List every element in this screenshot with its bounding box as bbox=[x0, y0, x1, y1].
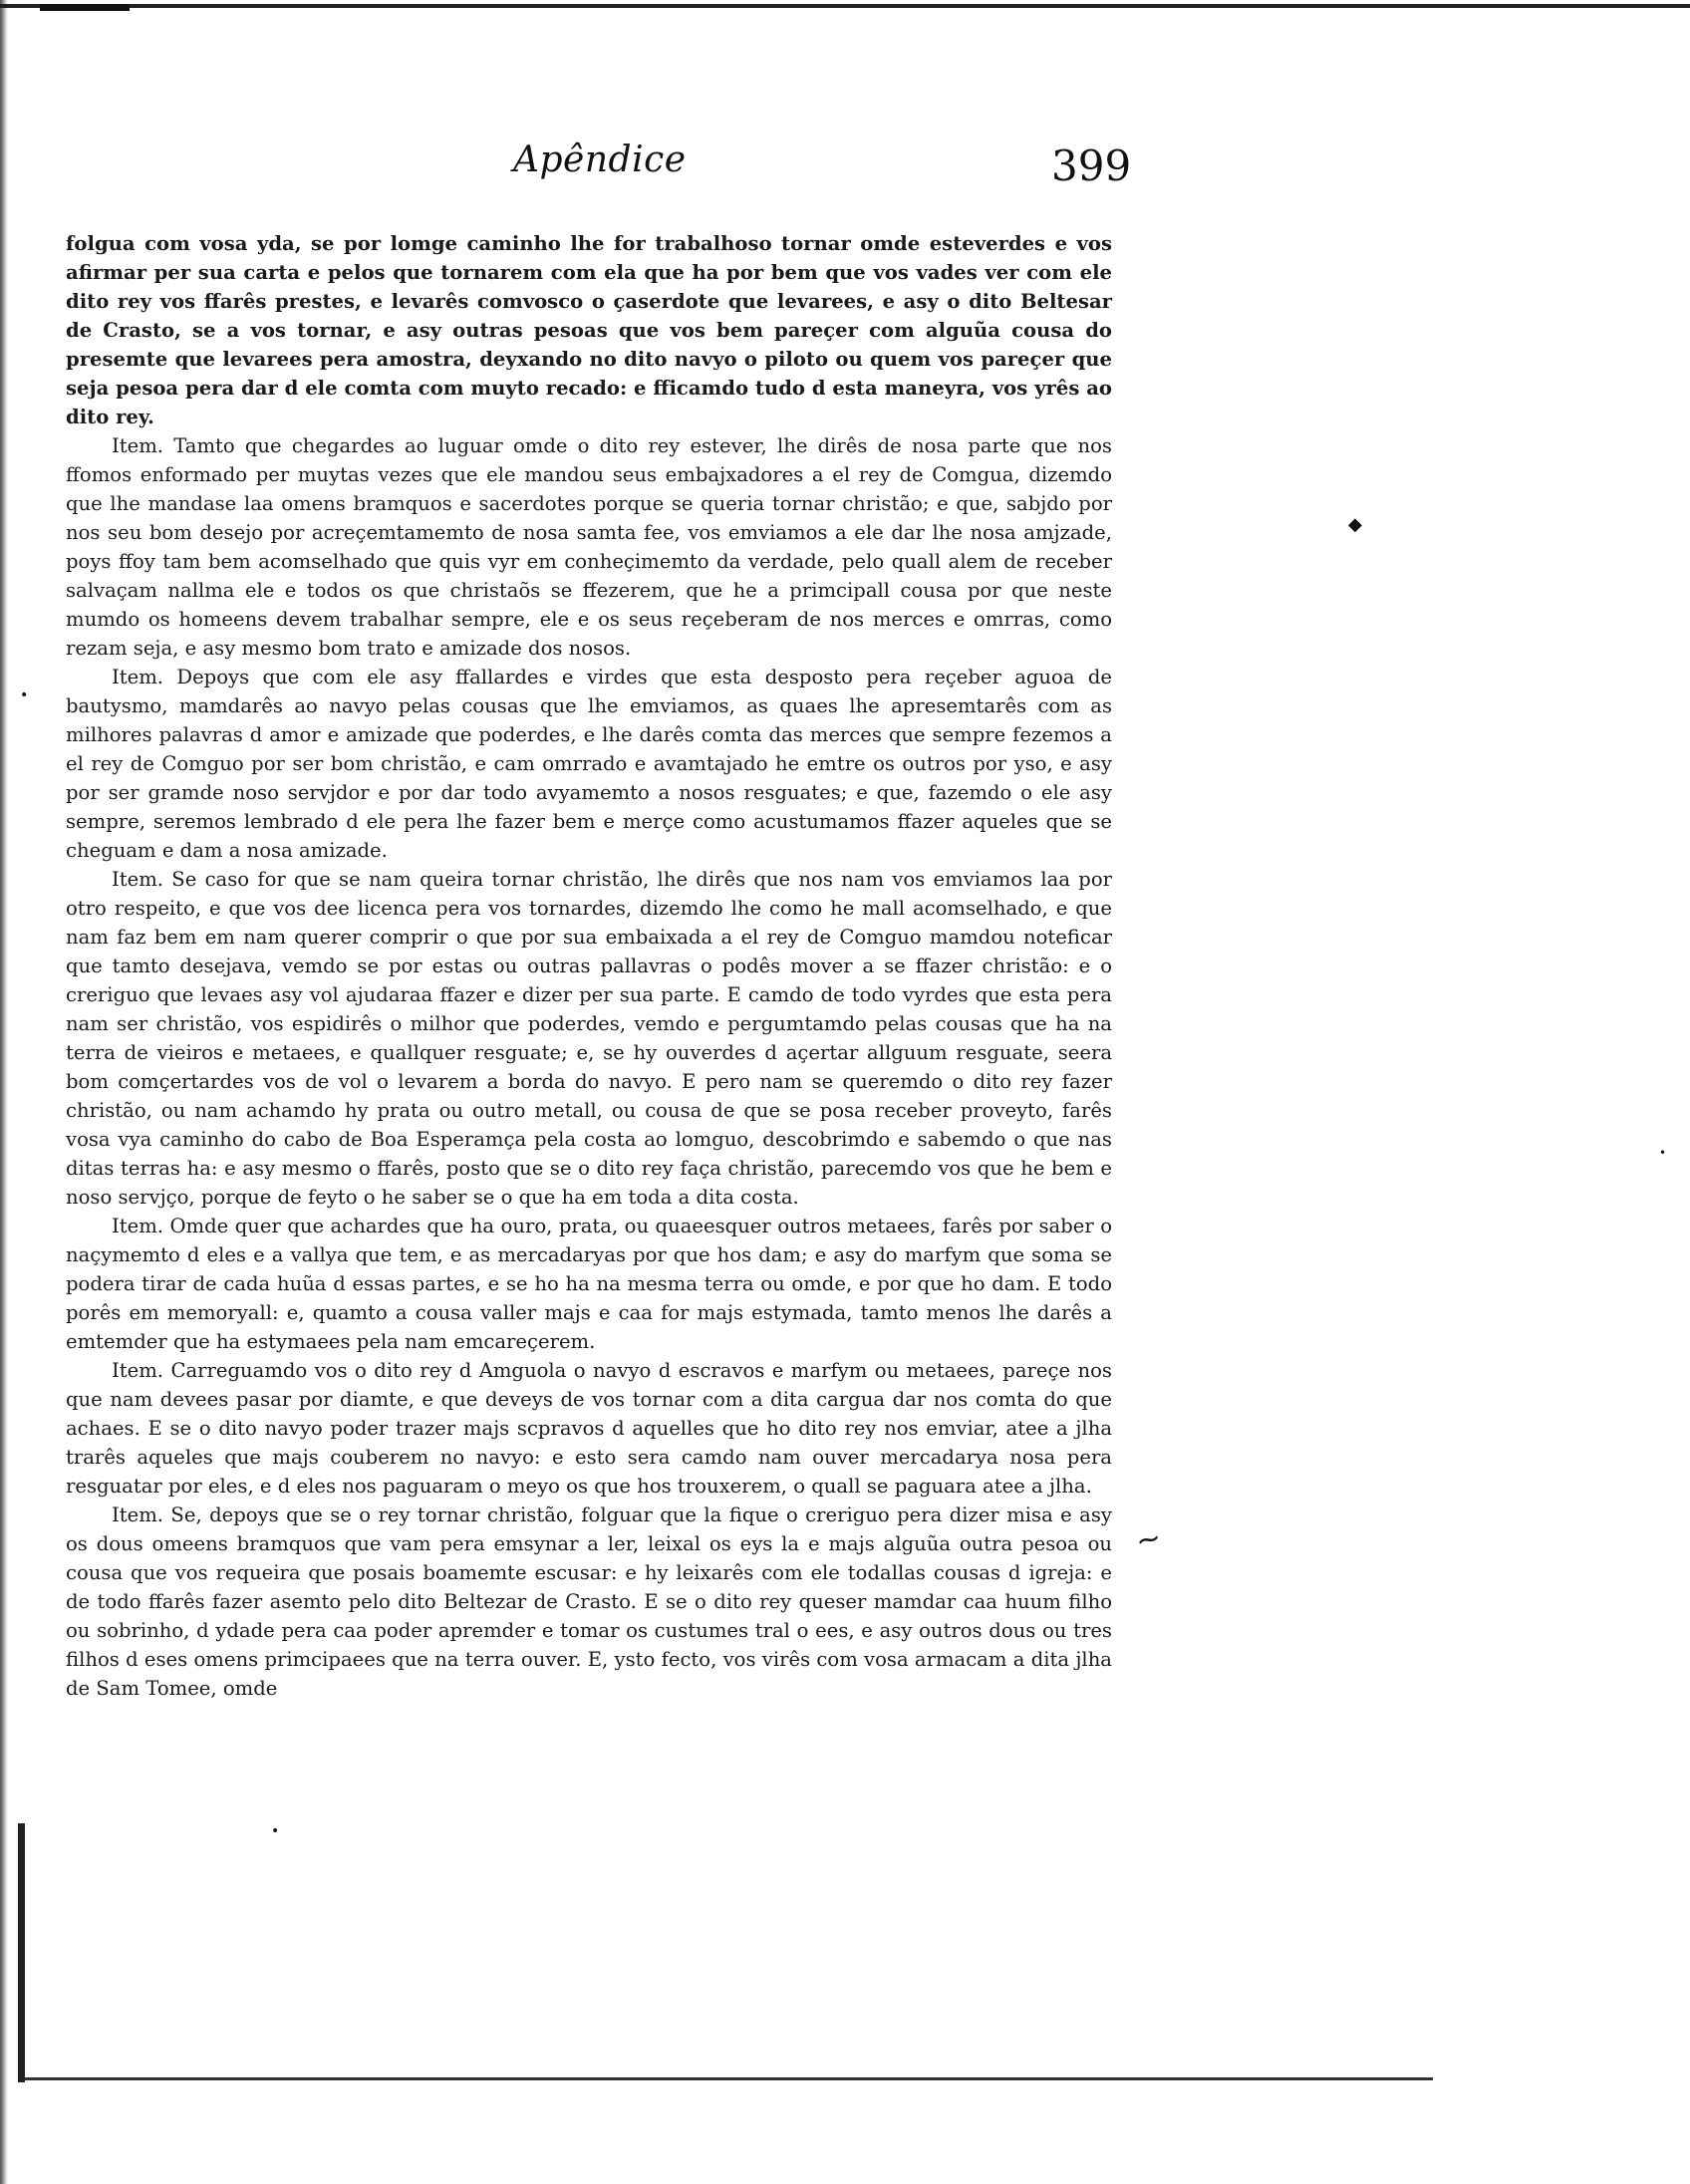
body-text bbox=[66, 229, 1112, 1703]
margin-bullet-mark: ◆ bbox=[1348, 514, 1362, 535]
stray-dot-bottom: • bbox=[271, 1823, 280, 1839]
scan-top-rule-mark bbox=[40, 4, 130, 11]
stray-dot-right: • bbox=[1659, 1146, 1667, 1160]
paragraph: Item. Omde quer que achardes que ha ouro, prata, ou quaeesquer outros metaees, farês por saber o naçymemto d eles e a vallya que tem, e as mercadaryas por que hos dam; e asy do marfym que soma se podera tirar de cada huũa d essas partes, e se ho ha na mesma terra ou omde, e por que ho dam. E todo porês em memoryall: e, quamto a cousa valler majs e caa for majs estymada, tamto menos lhe darês a emtemder que ha estymaees pela nam emcareçerem. bbox=[66, 1215, 1112, 1353]
paragraph: Item. Depoys que com ele asy ffallardes e virdes que esta desposto pera reçeber aguoa de bautysmo, mamdarês ao navyo pelas cousas que lhe emviamos, as quaes lhe apresemtarês com as milhores palavras d amor e amizade que poderdes, e lhe darês comta das merces que sempre fezemos a el rey de Comguo por ser bom christão, e cam omrrado e avamtajado he emtre os outros por yso, e asy por ser gramde noso servjdor e por dar todo avyamemto a nosos resguates; e que, fazemdo o ele asy sempre, seremos lembrado d ele pera lhe fazer bem e merçe como acustumamos ffazer aqueles que se cheguam e dam a nosa amizade. bbox=[66, 666, 1112, 862]
scan-bottom-left-bar bbox=[18, 1823, 25, 2082]
scan-top-rule bbox=[0, 4, 1690, 8]
running-head: Apêndice bbox=[513, 139, 687, 180]
paragraph: Item. Se, depoys que se o rey tornar christão, folguar que la fique o creriguo pera dizer misa e asy os dous omeens bramquos que vam pera emsynar a ler, leixal os eys la e majs alguũa outra pesoa ou cousa que vos requeira que posais boamemte escusar: e hy leixarês com ele todallas cousas d igreja: e de todo ffarês fazer asemto pelo dito Beltezar de Crasto. E se o dito rey queser mamdar caa huum filho ou sobrinho, d ydade pera caa poder apremder e tomar os custumes tral o ees, e asy outros dous ou tres filhos d eses omens primcipaees que na terra ouver. E, ysto fecto, vos virês com vosa armacam a dita jlha de Sam Tomee, omde bbox=[66, 1503, 1112, 1700]
margin-check-mark: ∼ bbox=[1132, 1519, 1165, 1560]
paragraph: Item. Se caso for que se nam queira tornar christão, lhe dirês que nos nam vos emviamos laa por otro respeito, e que vos dee licenca pera vos tornardes, dizemdo lhe como he mall acomselhado, e que nam faz bem em nam querer comprir o que por sua embaixada a el rey de Comguo mamdou noteficar que tamto desejava, vemdo se por estas ou outras pallavras o podês mover a se ffazer christão: e o creriguo que levaes asy vol ajudaraa ffazer e dizer per sua parte. E camdo de todo vyrdes que esta pera nam ser christão, vos espidirês o milhor que poderdes, vemdo e pergumtamdo pelas cousas que ha na terra de vieiros e metaees, e quallquer resguate; e, se hy ouverdes d açertar allguum resguate, seera bom comçertardes vos de vol o levarem a borda do navyo. E pero nam se queremdo o dito rey fazer christão, ou nam achamdo hy prata ou outro metall, ou cousa de que se posa receber proveyto, farês vosa vya caminho do cabo de Boa Esperamça pela costa ao lomguo, descobrimdo e sabemdo o que nas ditas terras ha: e asy mesmo o ffarês, posto que se o dito rey faça christão, parecemdo vos que he bem e noso servjço, porque de feyto o he saber se o que ha em toda a dita costa. bbox=[66, 868, 1112, 1209]
page-number: 399 bbox=[1051, 141, 1132, 190]
scan-bottom-rule bbox=[18, 2077, 1433, 2080]
paragraph: folgua com vosa yda, se por lomge caminho lhe for trabalhoso tornar omde esteverdes e vos afirmar per sua carta e pelos que tornarem com ela que ha por bem que vos vades ver com ele dito rey vos ffarês prestes, e levarês comvosco o çaserdote que levarees, e asy o dito Beltesar de Crasto, se a vos tornar, e asy outras pesoas que vos bem pareçer com alguũa cousa do presemte que levarees pera amostra, deyxando no dito navyo o piloto ou quem vos pareçer que seja pesoa pera dar d ele comta com muyto recado: e fficamdo tudo d esta maneyra, vos yrês ao dito rey. bbox=[66, 232, 1112, 428]
paragraph: Item. Tamto que chegardes ao luguar omde o dito rey estever, lhe dirês de nosa parte que nos ffomos enformado per muytas vezes que ele mandou seus embajxadores a el rey de Comgua, dizemdo que lhe mandase laa omens bramquos e sacerdotes porque se queria tornar christão; e que, sabjdo por nos seu bom desejo por acreçemtamemto de nosa samta fee, vos emviamos a ele dar lhe nosa amjzade, poys ffoy tam bem acomselhado que quis vyr em conheçimemto da verdade, pelo quall alem de receber salvaçam nallma ele e todos os que christaõs se ffezerem, que he a primcipall cousa por que neste mumdo os homeens devem trabalhar sempre, ele e os seus reçeberam de nos merces e omrras, como rezam seja, e asy mesmo bom trato e amizade dos nosos. bbox=[66, 434, 1112, 660]
scan-left-edge bbox=[0, 0, 8, 2184]
paragraph: Item. Carreguamdo vos o dito rey d Amguola o navyo d escravos e marfym ou metaees, pareçe nos que nam devees pasar por diamte, e que deveys de vos tornar com a dita cargua dar nos comta do que achaes. E se o dito navyo poder trazer majs scpravos d aquelles que ho dito rey nos emviar, atee a jlha trarês aqueles que majs couberem no navyo: e esto sera camdo nam ouver mercadarya nosa pera resguatar por eles, e d eles nos paguaram o meyo os que hos trouxerem, o quall se paguara atee a jlha. bbox=[66, 1359, 1112, 1498]
stray-dot-left: • bbox=[20, 687, 29, 703]
